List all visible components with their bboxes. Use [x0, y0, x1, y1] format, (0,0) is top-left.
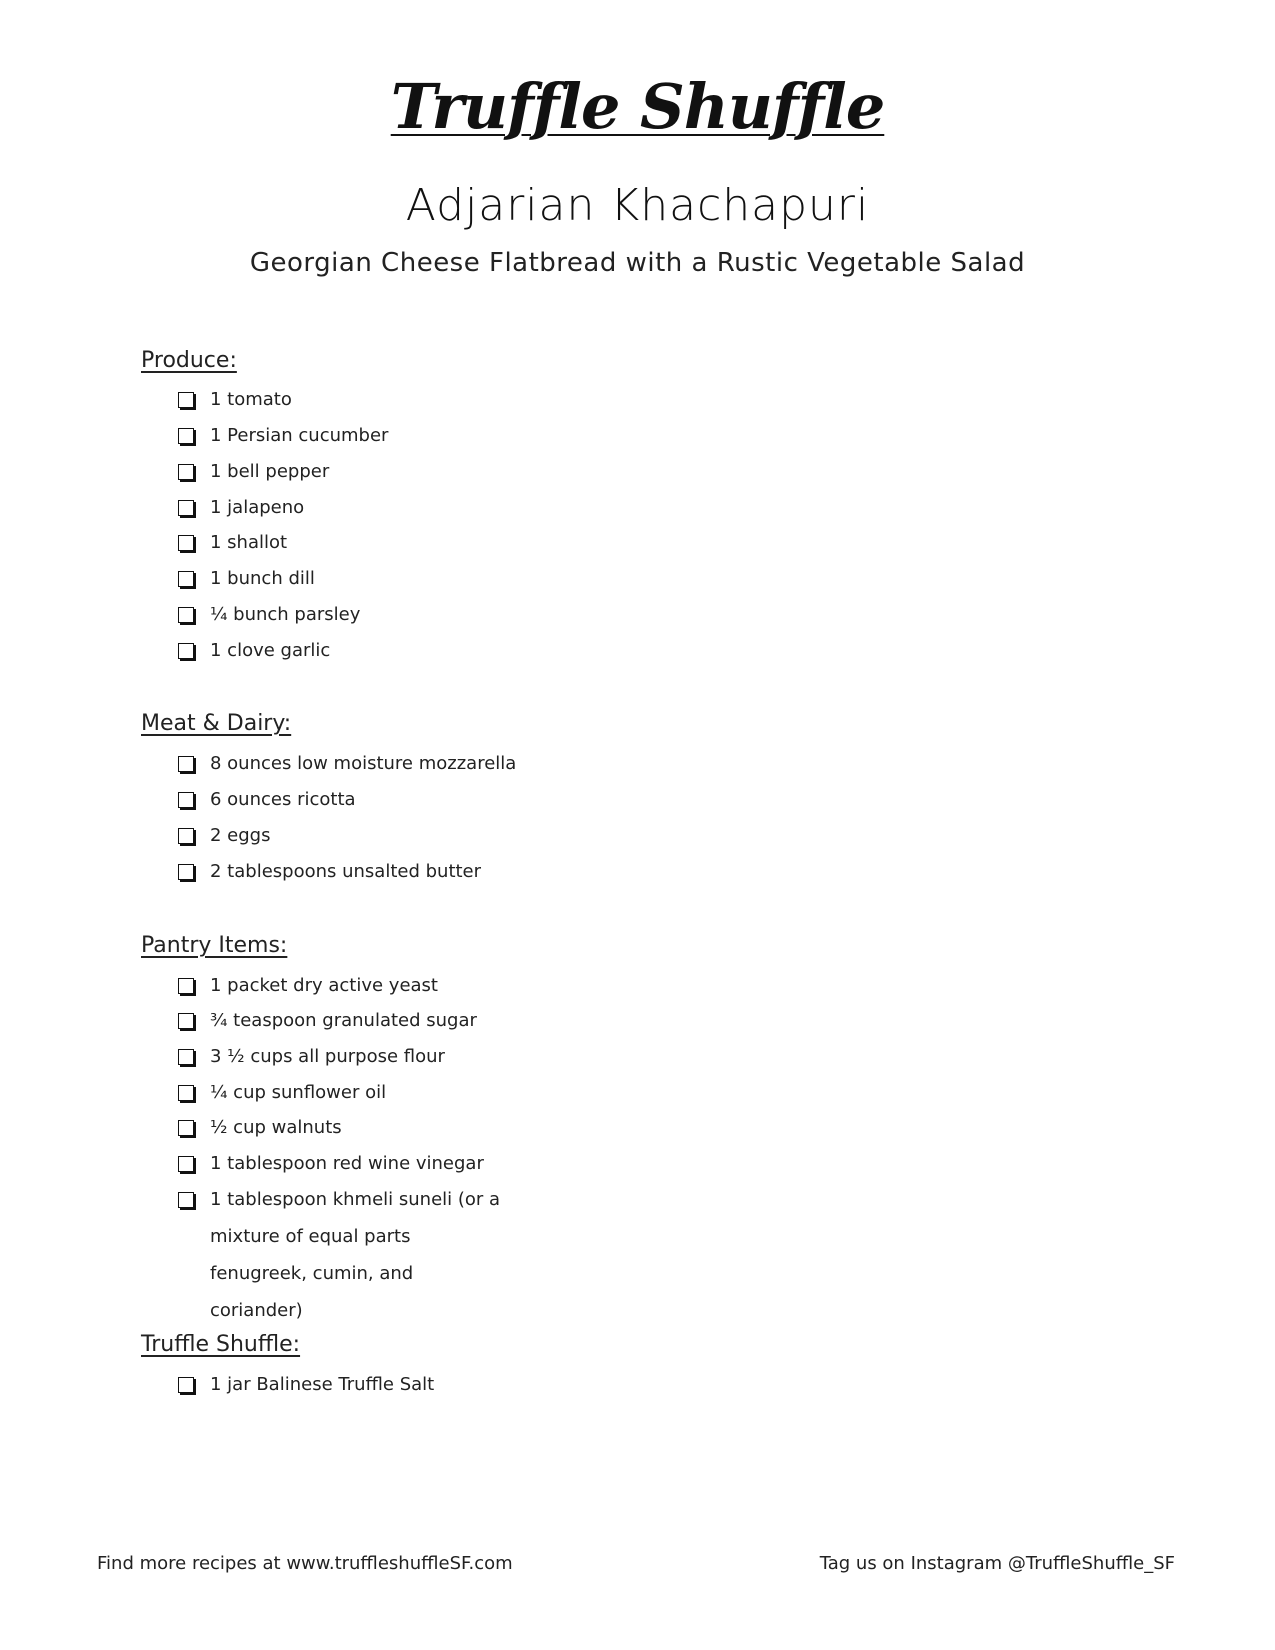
list-item[interactable]: ¾ teaspoon granulated sugar [178, 1009, 477, 1033]
list-item[interactable]: ¼ bunch parsley [178, 603, 360, 627]
checkbox-icon[interactable] [178, 828, 194, 844]
recipe-title: Adjarian Khachapuri [405, 180, 870, 231]
checkbox-icon[interactable] [178, 607, 194, 623]
list-item[interactable]: 2 eggs [178, 824, 270, 848]
list-item[interactable]: 1 bell pepper [178, 460, 329, 484]
list-item[interactable]: 1 Persian cucumber [178, 424, 388, 448]
list-item[interactable]: 1 packet dry active yeast [178, 974, 438, 998]
list-item[interactable]: ½ cup walnuts [178, 1116, 342, 1140]
section-heading-pantry-items: Pantry Items: [141, 933, 288, 958]
section-heading-produce: Produce: [141, 348, 237, 373]
list-item[interactable]: ¼ cup sunflower oil [178, 1081, 386, 1105]
list-item[interactable]: 1 clove garlic [178, 639, 330, 663]
checkbox-icon[interactable] [178, 1085, 194, 1101]
list-item[interactable]: 8 ounces low moisture mozzarella [178, 752, 516, 776]
footer-website-link[interactable]: Find more recipes at www.truffleshuffleSF.com [97, 1553, 513, 1574]
list-item[interactable]: 6 ounces ricotta [178, 788, 356, 812]
list-item[interactable]: 1 jalapeno [178, 496, 304, 520]
checkbox-icon[interactable] [178, 1049, 194, 1065]
checkbox-icon[interactable] [178, 1192, 194, 1208]
list-item[interactable]: 1 tomato [178, 388, 292, 412]
list-item[interactable]: 2 tablespoons unsalted butter [178, 860, 481, 884]
checkbox-icon[interactable] [178, 978, 194, 994]
footer-instagram-tag[interactable]: Tag us on Instagram @TruffleShuffle_SF [819, 1553, 1175, 1574]
list-item[interactable]: 1 bunch dill [178, 567, 315, 591]
checkbox-icon[interactable] [178, 392, 194, 408]
checkbox-icon[interactable] [178, 464, 194, 480]
checkbox-icon[interactable] [178, 1013, 194, 1029]
checkbox-icon[interactable] [178, 1120, 194, 1136]
logo-text: Truffle Shuffle [390, 70, 885, 143]
checkbox-icon[interactable] [178, 428, 194, 444]
checkbox-icon[interactable] [178, 1377, 194, 1393]
brand-logo [0, 62, 1275, 152]
list-item[interactable]: 1 jar Balinese Truffle Salt [178, 1373, 434, 1397]
checkbox-icon[interactable] [178, 535, 194, 551]
checkbox-icon[interactable] [178, 500, 194, 516]
section-heading-truffle-shuffle: Truffle Shuffle: [141, 1332, 301, 1357]
list-item[interactable]: 3 ½ cups all purpose flour [178, 1045, 445, 1069]
recipe-subtitle: Georgian Cheese Flatbread with a Rustic Vegetable Salad [249, 248, 1026, 278]
section-heading-meat-dairy: Meat & Dairy: [141, 711, 292, 736]
checkbox-icon[interactable] [178, 864, 194, 880]
checkbox-icon[interactable] [178, 643, 194, 659]
list-item[interactable]: 1 tablespoon red wine vinegar [178, 1152, 484, 1176]
checkbox-icon[interactable] [178, 792, 194, 808]
checkbox-icon[interactable] [178, 1156, 194, 1172]
checkbox-icon[interactable] [178, 756, 194, 772]
list-item[interactable]: 1 shallot [178, 531, 287, 555]
list-item[interactable]: 1 tablespoon khmeli suneli (or a mixture of equal parts fenugreek, cumin, and coriander) [178, 1181, 510, 1329]
checkbox-icon[interactable] [178, 571, 194, 587]
